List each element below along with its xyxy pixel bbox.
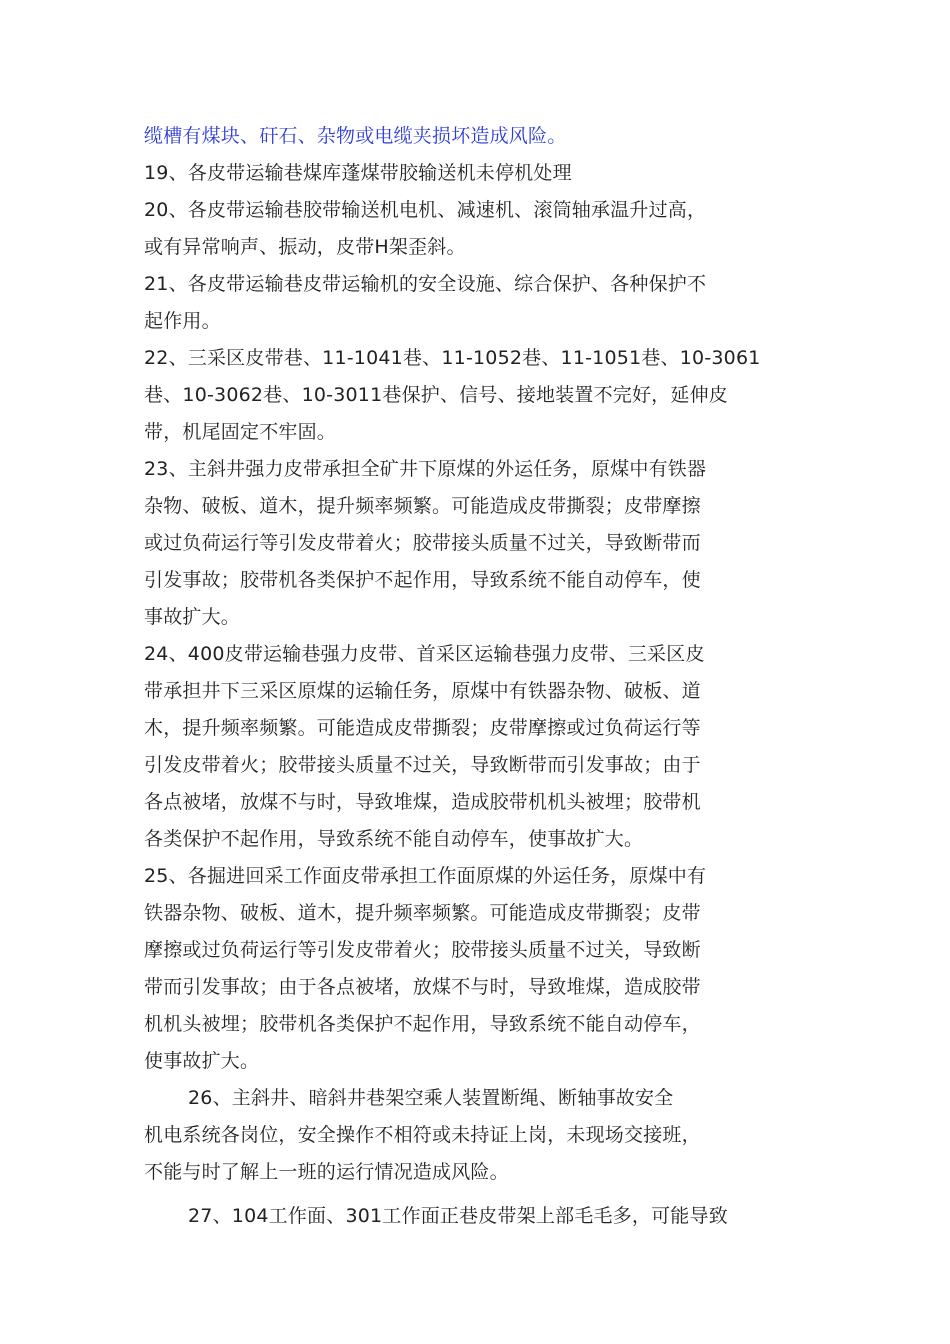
text-line: 引发皮带着火；胶带接头质量不过关，导致断带而引发事故；由于 (144, 754, 701, 776)
paragraph-gap (144, 1191, 809, 1198)
text-line: 不能与时了解上一班的运行情况造成风险。 (144, 1161, 509, 1183)
text-line: 各类保护不起作用，导致系统不能自动停车，使事故扩大。 (144, 828, 644, 850)
text-line: 带承担井下三采区原煤的运输任务，原煤中有铁器杂物、破板、道 (144, 680, 701, 702)
text-line-item-25: 25、各掘进回采工作面皮带承担工作面原煤的外运任务，原煤中有 (144, 865, 707, 887)
text-line: 各点被堵，放煤不与时，导致堆煤，造成胶带机机头被埋；胶带机 (144, 791, 701, 813)
text-line: 机电系统各岗位，安全操作不相符或未持证上岗，未现场交接班， (144, 1124, 701, 1146)
text-line-item-20: 20、各皮带运输巷胶带输送机电机、减速机、滚筒轴承温升过高， (144, 199, 707, 221)
text-line: 带而引发事故；由于各点被堵，放煤不与时，导致堆煤，造成胶带 (144, 976, 701, 998)
text-line: 带，机尾固定不牢固。 (144, 421, 337, 443)
text-line: 或有异常响声、振动，皮带H架歪斜。 (144, 236, 466, 258)
text-line-item-26: 26、主斜井、暗斜井巷架空乘人装置断绳、断轴事故安全 (188, 1087, 674, 1109)
text-line: 杂物、破板、道木，提升频率频繁。可能造成皮带撕裂；皮带摩擦 (144, 495, 701, 517)
text-line-item-27: 27、104工作面、301工作面正巷皮带架上部毛毛多，可能导致 (188, 1205, 728, 1227)
text-line: 机机头被埋；胶带机各类保护不起作用，导致系统不能自动停车， (144, 1013, 701, 1035)
text-line-item-24: 24、400皮带运输巷强力皮带、首采区运输巷强力皮带、三采区皮 (144, 643, 705, 665)
text-line: 巷、10-3062巷、10-3011巷保护、信号、接地装置不完好，延伸皮 (144, 384, 728, 406)
text-line: 或过负荷运行等引发皮带着火；胶带接头质量不过关，导致断带而 (144, 532, 701, 554)
text-line: 起作用。 (144, 310, 221, 332)
text-line-item-19: 19、各皮带运输巷煤库蓬煤带胶输送机未停机处理 (144, 162, 572, 184)
text-line-item-23: 23、主斜井强力皮带承担全矿井下原煤的外运任务，原煤中有铁器 (144, 458, 707, 480)
document-body (144, 118, 809, 1235)
text-line-item-21: 21、各皮带运输巷皮带运输机的安全设施、综合保护、各种保护不 (144, 273, 707, 295)
text-line-item-22: 22、三采区皮带巷、11-1041巷、11-1052巷、11-1051巷、10-3061 (144, 347, 761, 369)
text-line: 事故扩大。 (144, 606, 241, 628)
text-line: 使事故扩大。 (144, 1050, 260, 1072)
text-line-continuation: 缆槽有煤块、矸石、杂物或电缆夹损坏造成风险。 (144, 125, 567, 147)
text-line: 铁器杂物、破板、道木，提升频率频繁。可能造成皮带撕裂；皮带 (144, 902, 701, 924)
text-line: 摩擦或过负荷运行等引发皮带着火；胶带接头质量不过关，导致断 (144, 939, 701, 961)
text-line: 木，提升频率频繁。可能造成皮带撕裂；皮带摩擦或过负荷运行等 (144, 717, 701, 739)
text-line: 引发事故；胶带机各类保护不起作用，导致系统不能自动停车，使 (144, 569, 701, 591)
